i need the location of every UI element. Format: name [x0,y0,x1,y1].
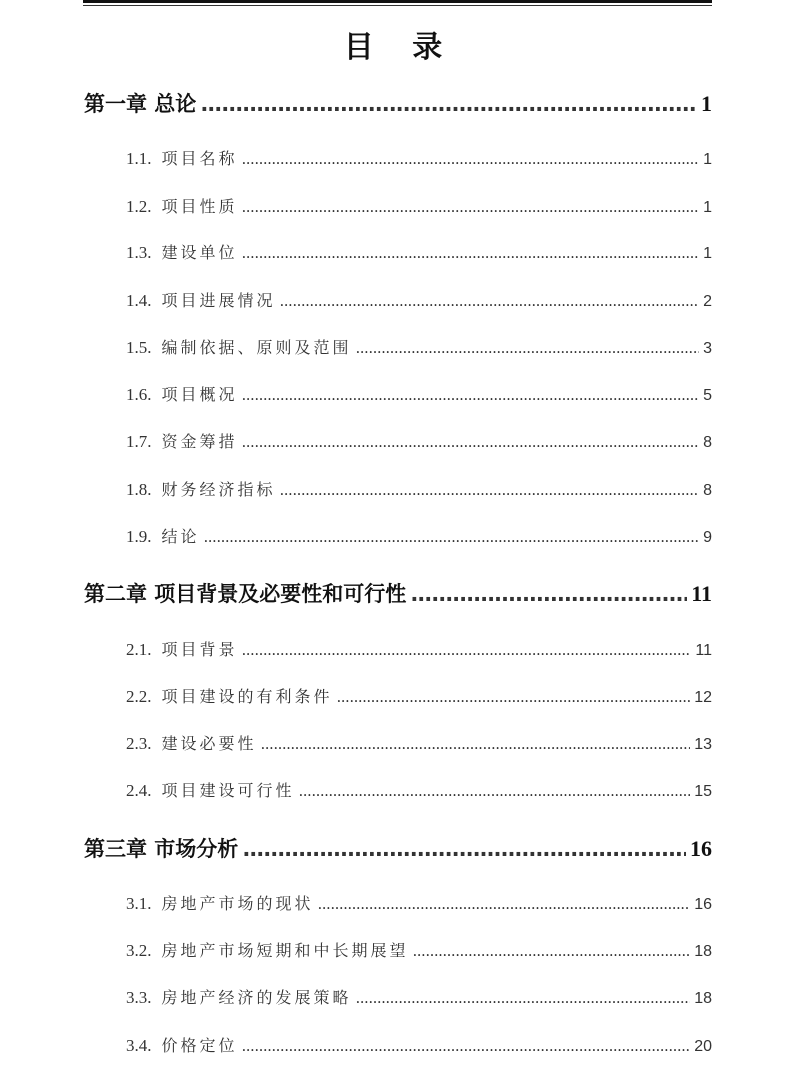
section-number: 1.8. [126,480,152,499]
dot-leader [261,735,691,753]
page-number: 18 [694,943,712,960]
section-number: 1.5. [126,338,152,357]
section-title: 房地产市场短期和中长期展望 [161,941,409,960]
page-number: 3 [703,340,712,357]
page-number: 2 [703,293,712,310]
top-border-thin [83,5,712,6]
toc-section-1-4[interactable] [126,288,712,311]
page-number: 20 [694,1038,712,1055]
toc-section-1-6[interactable] [126,382,712,405]
section-title: 项目背景 [161,640,238,659]
dot-leader [410,582,687,606]
page-number: 1 [703,245,712,262]
toc-section-1-5[interactable] [126,335,712,358]
section-title: 房地产市场的现状 [161,894,314,913]
section-title: 财务经济指标 [161,480,276,499]
section-number: 1.4. [126,291,152,310]
page-number: 11 [691,581,712,606]
dot-leader [356,989,691,1007]
page-number: 1 [703,151,712,168]
dot-leader [242,837,686,861]
toc-section-1-8[interactable] [126,477,712,500]
toc-chapter-3[interactable] [84,833,712,863]
page-number: 15 [694,783,712,800]
section-number: 2.1. [126,640,152,659]
section-title: 价格定位 [161,1036,238,1055]
page-number: 12 [694,689,712,706]
section-number: 1.9. [126,527,152,546]
dot-leader [242,198,700,216]
page-number: 8 [703,434,712,451]
toc-section-1-3[interactable] [126,240,712,263]
toc-section-1-7[interactable] [126,429,712,452]
section-title: 建设单位 [161,243,238,262]
section-title: 项目概况 [161,385,238,404]
section-number: 2.3. [126,734,152,753]
section-title: 结论 [161,527,200,546]
page-number: 16 [690,836,712,861]
page-number: 1 [703,199,712,216]
dot-leader [242,1037,691,1055]
section-number: 1.2. [126,197,152,216]
page-number: 9 [703,529,712,546]
dot-leader [337,688,691,706]
section-number: 1.1. [126,149,152,168]
dot-leader [299,782,691,800]
toc-section-3-1[interactable] [126,891,712,914]
dot-leader [280,481,700,499]
dot-leader [242,641,692,659]
page-number: 18 [694,990,712,1007]
toc-section-2-2[interactable] [126,684,712,707]
page-number: 1 [701,91,712,116]
dot-leader [318,895,691,913]
section-title: 项目进展情况 [161,291,276,310]
section-title: 资金筹措 [161,432,238,451]
page-number: 5 [703,387,712,404]
section-title: 建设必要性 [161,734,257,753]
section-number: 1.6. [126,385,152,404]
toc-section-1-9[interactable] [126,524,712,547]
section-number: 3.4. [126,1036,152,1055]
dot-leader [413,942,691,960]
section-number: 2.4. [126,781,152,800]
section-number: 1.3. [126,243,152,262]
toc-section-1-1[interactable] [126,146,712,169]
section-title: 项目名称 [161,149,238,168]
section-title: 项目建设可行性 [161,781,295,800]
toc-section-2-3[interactable] [126,731,712,754]
dot-leader [280,292,700,310]
dot-leader [242,150,700,168]
chapter-label: 第三章 市场分析 [84,837,239,861]
toc-section-3-3[interactable] [126,985,712,1008]
toc-section-1-2[interactable] [126,194,712,217]
toc-section-2-1[interactable] [126,637,712,660]
chapter-label: 第一章 总论 [84,92,197,116]
dot-leader [200,92,697,116]
dot-leader [204,528,700,546]
toc-chapter-2[interactable] [84,578,712,608]
dot-leader [356,339,700,357]
section-number: 2.2. [126,687,152,706]
page-number: 13 [694,736,712,753]
section-number: 3.2. [126,941,152,960]
section-title: 项目建设的有利条件 [161,687,333,706]
section-number: 3.1. [126,894,152,913]
section-title: 编制依据、原则及范围 [161,338,352,357]
section-title: 项目性质 [161,197,238,216]
toc-section-3-2[interactable] [126,938,712,961]
page-number: 16 [694,896,712,913]
dot-leader [242,244,700,262]
section-number: 3.3. [126,988,152,1007]
page-number: 11 [695,642,712,659]
chapter-label: 第二章 项目背景及必要性和可行性 [84,582,407,606]
section-title: 房地产经济的发展策略 [161,988,352,1007]
top-border-thick [83,0,712,3]
toc-title: 目 录 [343,30,457,65]
dot-leader [242,386,700,404]
toc-section-3-4[interactable] [126,1033,712,1056]
page-number: 8 [703,482,712,499]
toc-section-2-4[interactable] [126,778,712,801]
dot-leader [242,433,700,451]
toc-chapter-1[interactable] [84,88,712,118]
section-number: 1.7. [126,432,152,451]
